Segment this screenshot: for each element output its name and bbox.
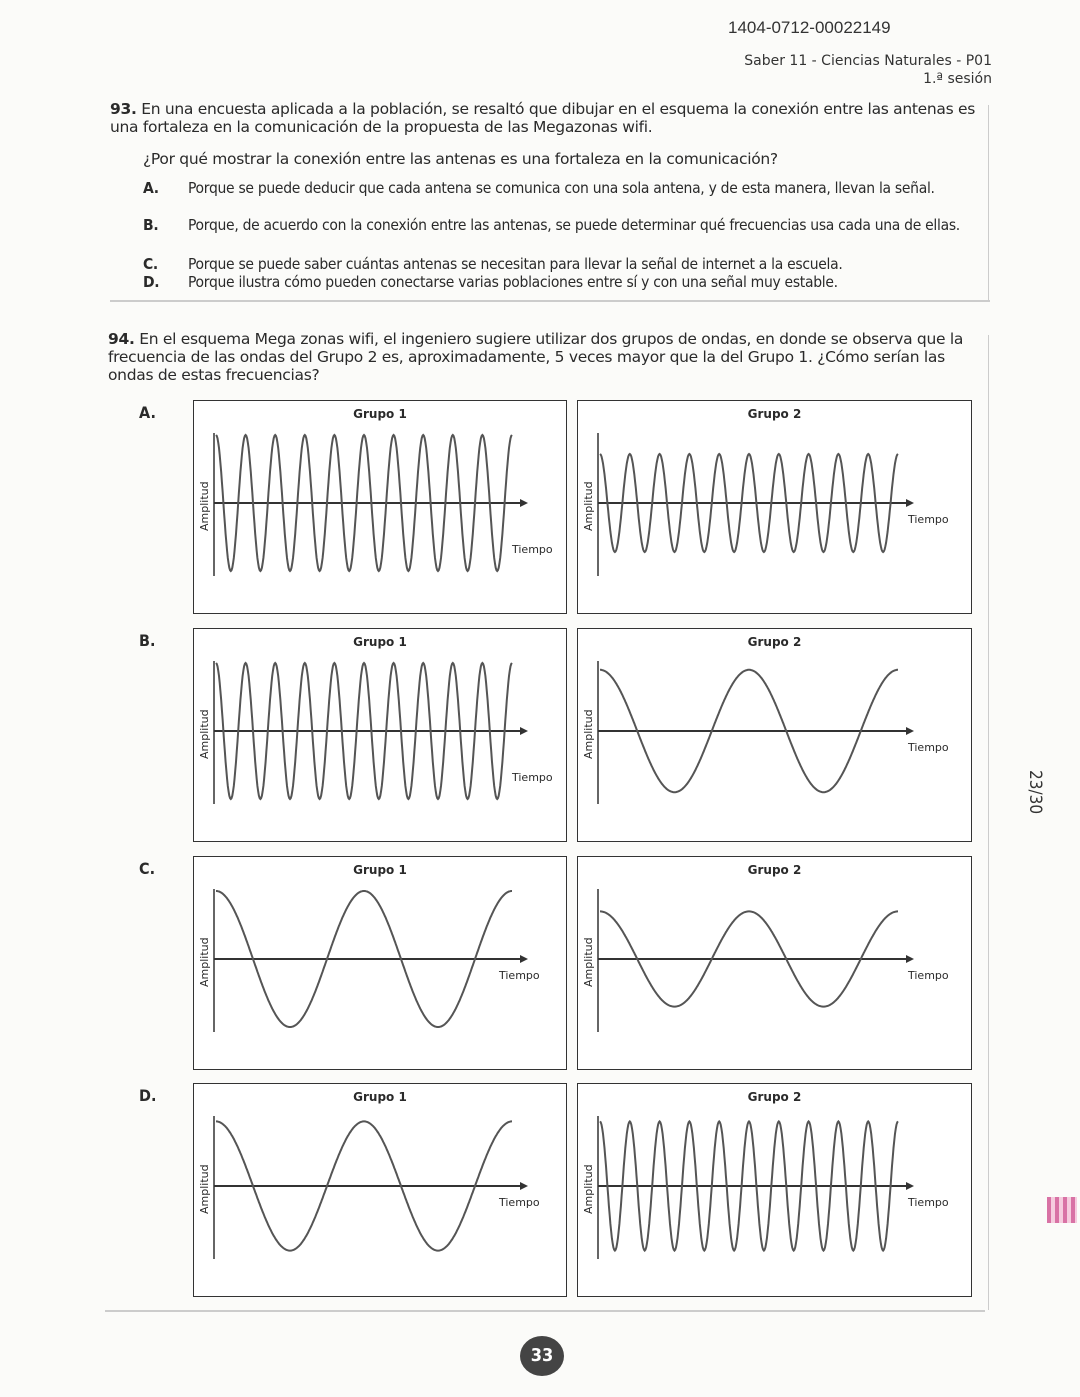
divider (110, 300, 990, 302)
graph-title: Grupo 1 (353, 407, 407, 421)
y-axis-label: Amplitud (198, 481, 211, 531)
option-text: Porque se puede saber cuántas antenas se necesitan para llevar la señal de internet a la escuela. (188, 255, 843, 273)
option-94-b[interactable]: B. (139, 631, 156, 650)
question-text: En una encuesta aplicada a la población, se resaltó que dibujar en el esquema la conexión entre las antenas es una fortaleza en la comunicación de la propuesta de las Megazonas wifi. (110, 100, 976, 136)
wave-plot (578, 401, 971, 613)
question-text: En el esquema Mega zonas wifi, el ingeniero sugiere utilizar dos grupos de ondas, en donde se observa que la frecuencia de las ondas del Grupo 2 es, aproximadamente, 5 veces mayor que la del Grupo 1. ¿Cómo serían las ondas de estas frecuencias? (108, 330, 964, 384)
wave-plot (194, 401, 566, 613)
y-axis-label: Amplitud (198, 1164, 211, 1214)
wave-graph-a-2 (577, 400, 972, 614)
x-axis-arrow-icon (520, 1182, 528, 1190)
x-axis-label: Tiempo (512, 543, 553, 556)
x-axis-arrow-icon (906, 955, 914, 963)
wave-plot (194, 1084, 566, 1296)
page-number: 33 (520, 1336, 564, 1376)
graph-title: Grupo 2 (747, 863, 802, 877)
document-code: 1404-0712-00022149 (728, 18, 891, 37)
x-axis-label: Tiempo (512, 771, 553, 784)
x-axis-label: Tiempo (908, 741, 949, 754)
option-text: Porque, de acuerdo con la conexión entre las antenas, se puede determinar qué frecuencias usa cada una de ellas. (188, 216, 960, 234)
graph-title: Grupo 2 (747, 1090, 802, 1104)
y-axis-label: Amplitud (198, 709, 211, 759)
wave-graph-d-2 (577, 1083, 972, 1297)
graph-title: Grupo 1 (353, 1090, 407, 1104)
question-number: 94. (108, 330, 135, 348)
x-axis-label: Tiempo (908, 1196, 949, 1209)
option-letter: B. (143, 216, 159, 234)
option-text: Porque se puede deducir que cada antena se comunica con una sola antena, y de esta manera, llevan la señal. (188, 179, 935, 197)
wave-plot (578, 629, 971, 841)
x-axis-arrow-icon (906, 499, 914, 507)
option-94-c[interactable]: C. (139, 859, 156, 878)
y-axis-label: Amplitud (582, 709, 595, 759)
x-axis-label: Tiempo (499, 969, 540, 982)
wave-plot (578, 1084, 971, 1296)
x-axis-arrow-icon (906, 727, 914, 735)
x-axis-arrow-icon (520, 955, 528, 963)
divider (988, 335, 989, 1310)
divider (988, 105, 989, 300)
option-letter: C. (143, 255, 158, 273)
option-letter: D. (143, 273, 160, 291)
y-axis-label: Amplitud (582, 1164, 595, 1214)
wave-graph-c-1 (193, 856, 567, 1070)
x-axis-arrow-icon (520, 499, 528, 507)
y-axis-label: Amplitud (198, 937, 211, 987)
exam-header (744, 52, 992, 88)
wave-graph-a-1 (193, 400, 567, 614)
x-axis-arrow-icon (520, 727, 528, 735)
wave-graph-b-1 (193, 628, 567, 842)
graph-title: Grupo 1 (353, 635, 407, 649)
y-axis-label: Amplitud (582, 937, 595, 987)
question-number: 93. (110, 100, 137, 118)
question-94-stem (108, 330, 980, 384)
option-93-a[interactable] (143, 179, 983, 197)
y-axis-label: Amplitud (582, 481, 595, 531)
exam-title: Saber 11 - Ciencias Naturales - P01 (744, 53, 992, 69)
x-axis-label: Tiempo (908, 969, 949, 982)
wave-plot (194, 629, 566, 841)
x-axis-label: Tiempo (499, 1196, 540, 1209)
wave-plot (194, 857, 566, 1069)
divider (105, 1310, 985, 1312)
option-94-d[interactable]: D. (139, 1086, 157, 1105)
option-93-c[interactable] (143, 255, 983, 273)
side-page-count: 23/30 (1025, 770, 1045, 815)
graph-title: Grupo 2 (747, 407, 802, 421)
x-axis-label: Tiempo (908, 513, 949, 526)
graph-title: Grupo 1 (353, 863, 407, 877)
wave-plot (578, 857, 971, 1069)
option-letter: A. (143, 179, 159, 197)
option-text: Porque ilustra cómo pueden conectarse varias poblaciones entre sí y con una señal muy estable. (188, 273, 838, 291)
graph-title: Grupo 2 (747, 635, 802, 649)
exam-session: 1.ª sesión (923, 71, 992, 87)
question-93-prompt: ¿Por qué mostrar la conexión entre las antenas es una fortaleza en la comunicación? (143, 150, 778, 168)
qr-code-icon (1047, 1197, 1077, 1223)
wave-graph-b-2 (577, 628, 972, 842)
wave-graph-c-2 (577, 856, 972, 1070)
x-axis-arrow-icon (906, 1182, 914, 1190)
question-93-stem (110, 100, 980, 136)
wave-graph-d-1 (193, 1083, 567, 1297)
option-93-d[interactable] (143, 273, 983, 291)
option-93-b[interactable] (143, 216, 983, 234)
option-94-a[interactable]: A. (139, 403, 156, 422)
